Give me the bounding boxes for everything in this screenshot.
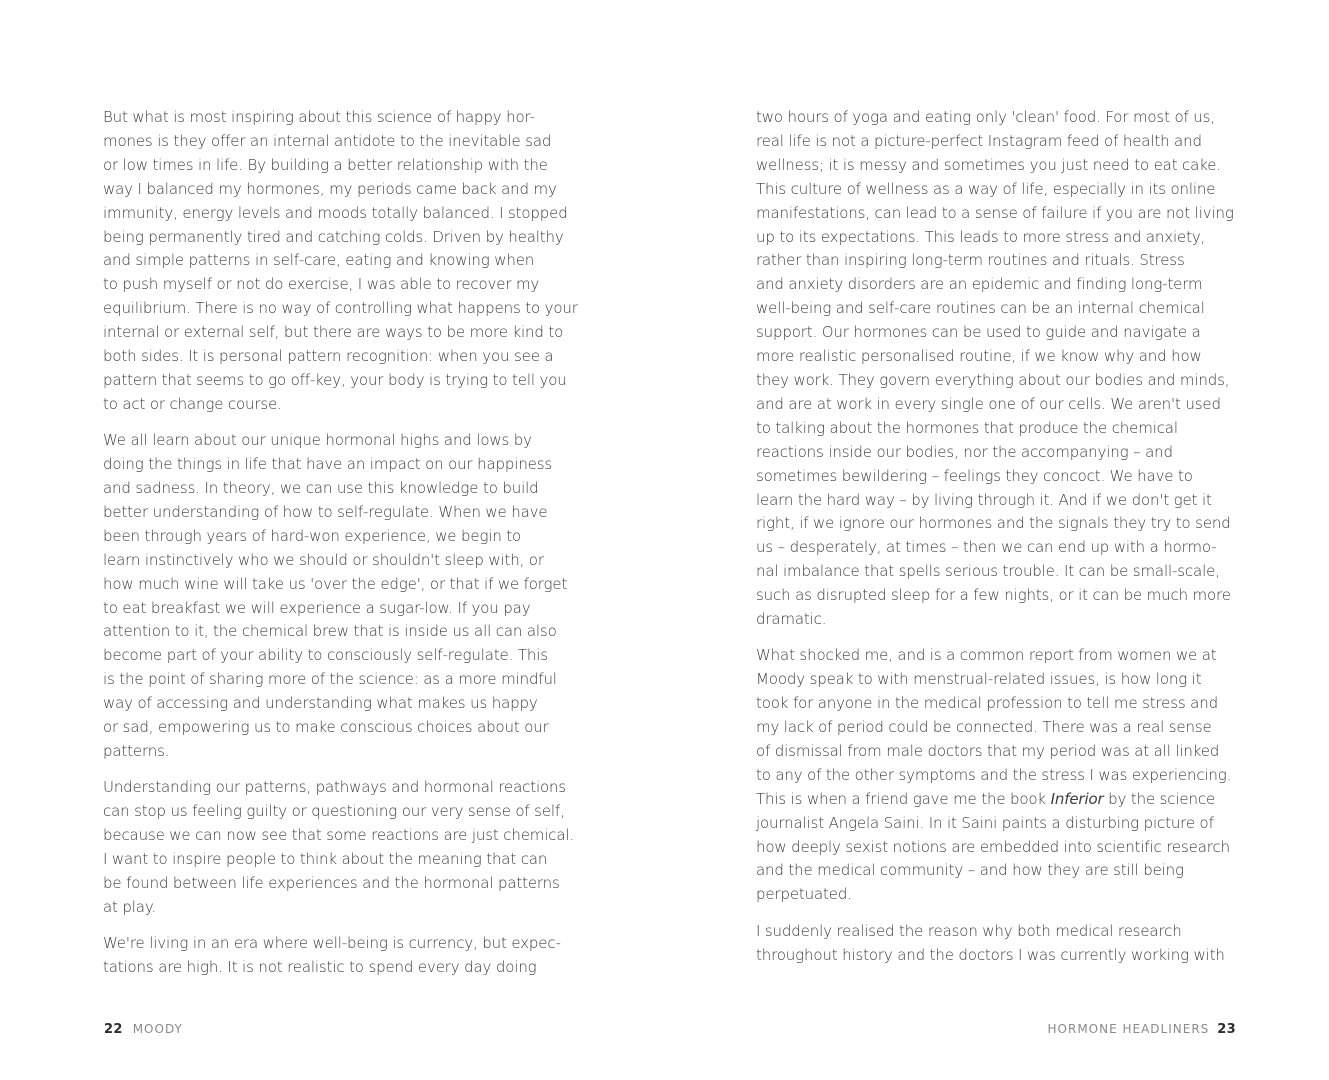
paragraph bbox=[103, 106, 589, 417]
left-page bbox=[0, 0, 664, 1080]
right-page-footer bbox=[1048, 1022, 1236, 1037]
text-line: rather than inspiring long-term routines and rituals. Stress bbox=[756, 251, 1185, 270]
paragraph bbox=[756, 920, 1242, 968]
text-line: they work. They govern everything about our bodies and minds, bbox=[756, 370, 1230, 389]
text-line: We all learn about our unique hormonal highs and lows by bbox=[103, 431, 532, 450]
page-number: 23 bbox=[1217, 1022, 1236, 1037]
text-line: to any of the other symptoms and the stress I was experiencing. bbox=[756, 765, 1232, 784]
book-title: Inferior bbox=[1050, 789, 1104, 808]
text-line: well-being and self-care routines can be an internal chemical bbox=[756, 299, 1205, 318]
text-line: dramatic. bbox=[756, 610, 827, 629]
text-line: I suddenly realised the reason why both medical research bbox=[756, 921, 1182, 940]
text-line: is the point of sharing more of the science: as a more mindful bbox=[103, 670, 557, 689]
text-line: way I balanced my hormones, my periods came back and my bbox=[103, 179, 557, 198]
text-line: perpetuated. bbox=[756, 885, 852, 904]
text-line: learn the hard way – by living through it. And if we don't get it bbox=[756, 490, 1212, 509]
text-line: What shocked me, and is a common report from women we at bbox=[756, 646, 1217, 665]
text-line: and are at work in every single one of our cells. We aren't used bbox=[756, 394, 1221, 413]
text-line: become part of your ability to consciously self-regulate. This bbox=[103, 646, 548, 665]
text-line: pattern that seems to go off-key, your body is trying to tell you bbox=[103, 370, 567, 389]
text-line: attention to it, the chemical brew that is inside us all can also bbox=[103, 622, 557, 641]
text-line: wellness; it is messy and sometimes you just need to eat cake. bbox=[756, 155, 1221, 174]
text-line: We're living in an era where well-being is currency, but expec- bbox=[103, 934, 561, 953]
text-line: took for anyone in the medical profession to tell me stress and bbox=[756, 694, 1218, 713]
text-line: way of accessing and understanding what makes us happy bbox=[103, 694, 538, 713]
paragraph bbox=[103, 776, 589, 919]
text-line: sometimes bewildering – feelings they concoct. We have to bbox=[756, 466, 1193, 485]
text-segment: This is when a friend gave me the book bbox=[756, 789, 1051, 808]
text-line: right, if we ignore our hormones and the signals they try to send bbox=[756, 514, 1231, 533]
text-line: tations are high. It is not realistic to spend every day doing bbox=[103, 957, 537, 976]
text-line: Understanding our patterns, pathways and hormonal reactions bbox=[103, 778, 567, 797]
running-head: MOODY bbox=[132, 1022, 183, 1036]
running-head: HORMONE HEADLINERS bbox=[1047, 1022, 1210, 1036]
text-line: and the medical community – and how they are still being bbox=[756, 861, 1184, 880]
text-line: reactions inside our bodies, nor the accompanying – and bbox=[756, 442, 1173, 461]
text-line: doing the things in life that have an impact on our happiness bbox=[103, 455, 553, 474]
right-text-column bbox=[756, 106, 1242, 980]
text-line: Moody speak to with menstrual-related issues, is how long it bbox=[756, 670, 1202, 689]
text-line: my lack of period could be connected. There was a real sense bbox=[756, 718, 1212, 737]
text-line: how much wine will take us 'over the edge', or that if we forget bbox=[103, 574, 568, 593]
text-line: and sadness. In theory, we can use this knowledge to build bbox=[103, 478, 539, 497]
right-page bbox=[664, 0, 1329, 1080]
text-line: to eat breakfast we will experience a sugar-low. If you pay bbox=[103, 598, 531, 617]
text-line: two hours of yoga and eating only 'clean' food. For most of us, bbox=[756, 108, 1215, 126]
text-line: us – desperately, at times – then we can end up with a hormo- bbox=[756, 538, 1217, 557]
left-page-footer bbox=[104, 1022, 183, 1037]
text-line: up to its expectations. This leads to more stress and anxiety, bbox=[756, 227, 1206, 246]
text-line: journalist Angela Saini. In it Saini paints a disturbing picture of bbox=[756, 813, 1214, 832]
text-line: being permanently tired and catching colds. Driven by healthy bbox=[103, 227, 564, 246]
text-line bbox=[756, 788, 1242, 812]
text-segment: by the science bbox=[1103, 789, 1216, 808]
text-line: support. Our hormones can be used to guide and navigate a bbox=[756, 323, 1201, 342]
text-line: of dismissal from male doctors that my period was at all linked bbox=[756, 741, 1220, 760]
text-line: But what is most inspiring about this science of happy hor- bbox=[103, 108, 535, 126]
text-line: be found between life experiences and the hormonal patterns bbox=[103, 873, 560, 892]
text-line: throughout history and the doctors I was currently working with bbox=[756, 945, 1225, 964]
text-line: mones is they offer an internal antidote to the inevitable sad bbox=[103, 131, 552, 150]
text-line: patterns. bbox=[103, 741, 170, 760]
paragraph bbox=[103, 429, 589, 764]
left-text-column bbox=[103, 106, 589, 992]
text-line: to push myself or not do exercise, I was able to recover my bbox=[103, 275, 540, 294]
text-line: real life is not a picture-perfect Instagram feed of health and bbox=[756, 131, 1202, 150]
text-line: both sides. It is personal pattern recognition: when you see a bbox=[103, 347, 554, 366]
text-line: immunity, energy levels and moods totally balanced. I stopped bbox=[103, 203, 568, 222]
text-line: and anxiety disorders are an epidemic and finding long-term bbox=[756, 275, 1203, 294]
text-line: and simple patterns in self-care, eating and knowing when bbox=[103, 251, 535, 270]
text-line: been through years of hard-won experience, we begin to bbox=[103, 526, 522, 545]
text-line: how deeply sexist notions are embedded into scientific research bbox=[756, 837, 1230, 856]
text-line: manifestations, can lead to a sense of failure if you are not living bbox=[756, 203, 1234, 222]
text-line: because we can now see that some reactions are just chemical. bbox=[103, 826, 575, 845]
text-line: at play. bbox=[103, 897, 157, 916]
text-line: more realistic personalised routine, if we know why and how bbox=[756, 347, 1202, 366]
text-line: learn instinctively who we should or shouldn't sleep with, or bbox=[103, 550, 544, 569]
text-line: I want to inspire people to think about the meaning that can bbox=[103, 849, 548, 868]
text-line: equilibrium. There is no way of controlling what happens to your bbox=[103, 299, 578, 318]
text-line: nal imbalance that spells serious trouble. It can be small-scale, bbox=[756, 562, 1220, 581]
paragraph bbox=[756, 644, 1242, 907]
text-line: can stop us feeling guilty or questioning our very sense of self, bbox=[103, 802, 565, 821]
text-line: or sad, empowering us to make conscious choices about our bbox=[103, 718, 549, 737]
text-line: This culture of wellness as a way of life, especially in its online bbox=[756, 179, 1216, 198]
text-line: to act or change course. bbox=[103, 394, 282, 413]
page-number: 22 bbox=[104, 1022, 123, 1037]
paragraph bbox=[103, 932, 589, 980]
text-line: such as disrupted sleep for a few nights, or it can be much more bbox=[756, 586, 1231, 605]
text-line: to talking about the hormones that produce the chemical bbox=[756, 418, 1178, 437]
text-line: better understanding of how to self-regulate. When we have bbox=[103, 502, 548, 521]
paragraph bbox=[756, 106, 1242, 632]
text-line: or low times in life. By building a better relationship with the bbox=[103, 155, 548, 174]
text-line: internal or external self, but there are ways to be more kind to bbox=[103, 323, 564, 342]
